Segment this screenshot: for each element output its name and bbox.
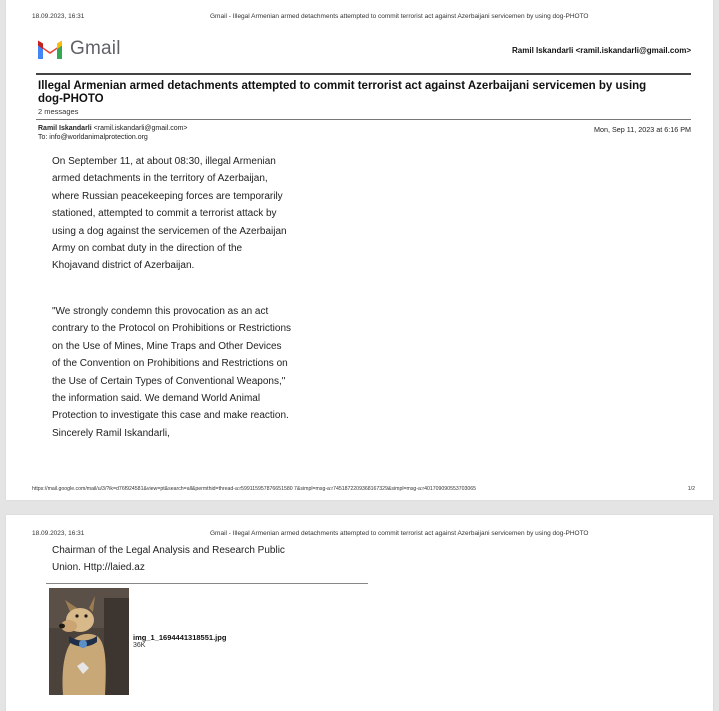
gmail-header [36,38,691,62]
account-email: Ramil Iskandarli <ramil.iskandarli@gmail.com> [512,46,691,55]
message-header [38,125,691,141]
attachment-size: 36K [133,642,146,649]
subject-divider [36,119,691,120]
gmail-m-icon [36,39,64,59]
header-divider [36,73,691,75]
page-number: 1/2 [687,486,695,492]
print-datetime: 18.09.2023, 16:31 [32,13,85,20]
print-title: Gmail - Illegal Armenian armed detachments attempted to commit terrorist act against Azerbaijani servicemen by using dog-PHOTO [210,530,589,537]
sender-email: <ramil.iskandarli@gmail.com> [93,125,188,132]
recipient: To: info@worldanimalprotection.org [38,134,148,141]
print-datetime: 18.09.2023, 16:31 [32,530,85,537]
print-url: https://mail.google.com/mail/u/3/?ik=d76f924581&view=pt&search=all&permthid=thread-a:r599115957876651580 7&simpl=msg-a:r7451872209368167329&simpl=msg-a:r401709090553703065 [32,486,477,492]
dog-photo-icon [49,588,129,695]
gmail-logo [36,38,121,60]
print-page-1 [6,0,713,500]
message-date: Mon, Sep 11, 2023 at 6:16 PM [594,125,691,134]
message-body-paragraph-1: On September 11, at about 08:30, illegal Armenian armed detachments in the territory of Azerbaijan, where Russian peacekeeping forces are temporarily stationed, attempted to commit a terrorist attack by using a dog against the servicemen of the Azerbaijan Army on combat duty in the direction of the Khojavand district of Azerbaijan. [52,156,287,272]
message-body-paragraph-2: "We strongly condemn this provocation as an act contrary to the Protocol on Prohibitions or Restrictions on the Use of Mines, Mine Traps and Other Devices of the Convention on Prohibitions and Restrictions on the Use of Certain Types of Conventional Weapons," the information said. We demand World Animal Protection to investigate this case and make reaction. Sincerely Ramil Iskandarli, [52,306,291,439]
attachment-divider [46,583,368,584]
attachment-thumbnail[interactable] [49,588,129,695]
thread-subject: Illegal Armenian armed detachments attempted to commit terrorist act against Azerbaijani servicemen by using dog-PHOTO [38,80,647,105]
message-signature: Chairman of the Legal Analysis and Research Public Union. Http://laied.az [52,545,285,574]
gmail-wordmark: Gmail [70,38,121,59]
sender-name: Ramil Iskandarli [38,125,92,132]
attachment-filename[interactable]: img_1_1694441318551.jpg [133,633,227,642]
print-page-2 [6,515,713,711]
attachment-info [133,633,226,649]
print-title: Gmail - Illegal Armenian armed detachments attempted to commit terrorist act against Azerbaijani servicemen by using dog-PHOTO [210,13,589,20]
message-count: 2 messages [38,107,79,116]
